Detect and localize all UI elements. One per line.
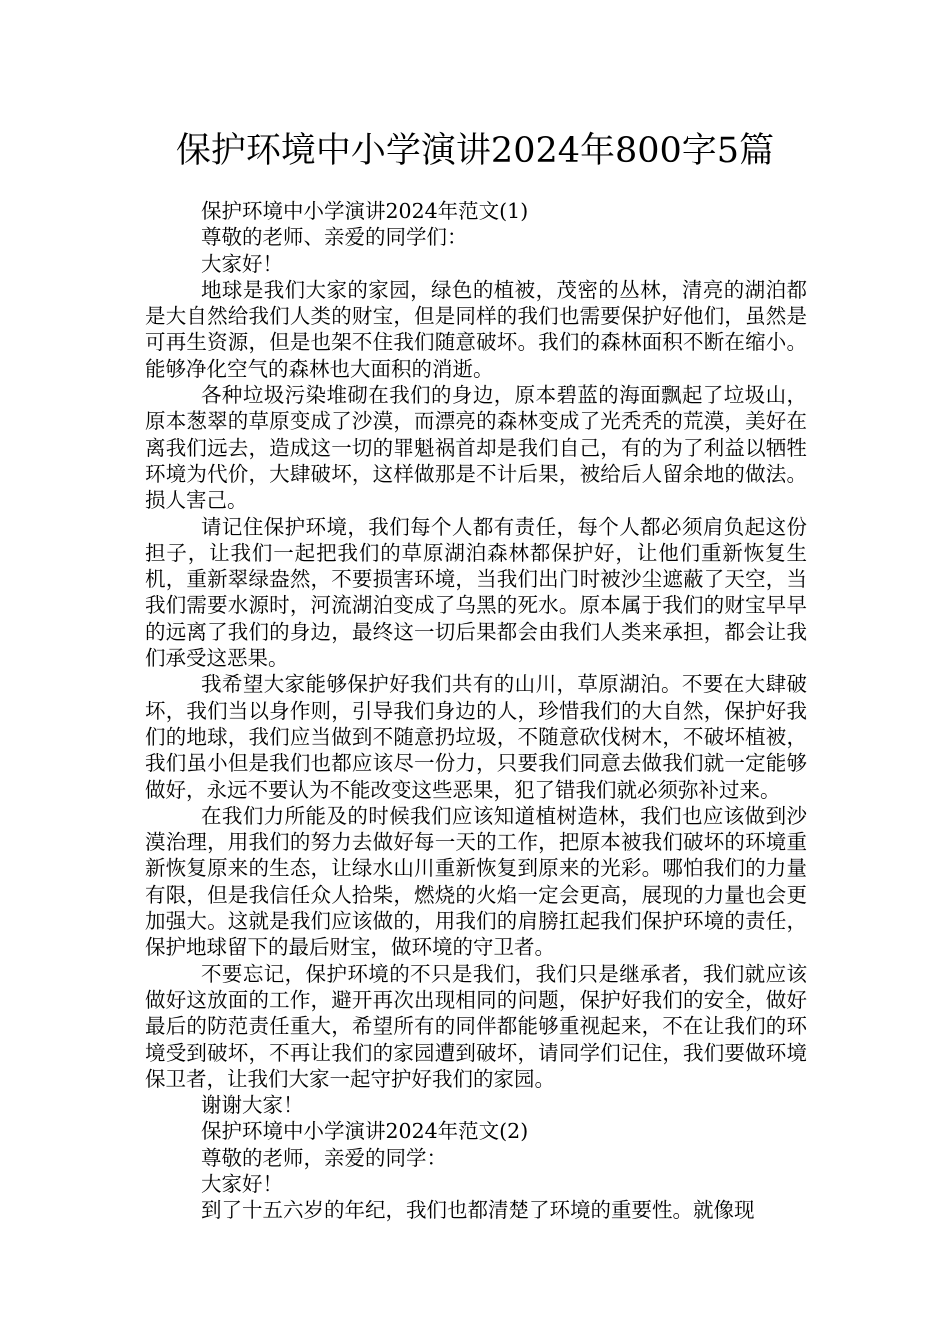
- section-heading: 保护环境中小学演讲2024年范文(2): [201, 1119, 529, 1144]
- greeting: 大家好！: [201, 1171, 283, 1196]
- paragraph: 地球是我们大家的家园，绿色的植被，茂密的丛林，清亮的湖泊都是大自然给我们人类的财宝，但是同样的我们也需要保护好他们，虽然是可再生资源，但是也架不住我们随意破坏。我们的森林面积不断在缩小。能够净化空气的森林也大面积的消逝。: [145, 277, 807, 381]
- document-title: 保护环境中小学演讲2024年800字5篇: [175, 131, 775, 171]
- section-heading: 保护环境中小学演讲2024年范文(1): [201, 199, 529, 223]
- closing-line: 谢谢大家！: [201, 1093, 304, 1118]
- document-body: [145, 198, 807, 1224]
- paragraph: 请记住保护环境，我们每个人都有责任，每个人都必须肩负起这份担子，让我们一起把我们的草原湖泊森林都保护好，让他们重新恢复生机，重新翠绿盎然，不要损害环境，当我们出门时被沙尘遮蔽了天空，当我们需要水源时，河流湖泊变成了乌黑的死水。原本属于我们的财宝早早的远离了我们的身边，最终这一切后果都会由我们人类来承担，都会让我们承受这恶果。: [145, 514, 807, 671]
- paragraph: 各种垃圾污染堆砌在我们的身边，原本碧蓝的海面飘起了垃圾山，原本葱翠的草原变成了沙漠，而漂亮的森林变成了光秃秃的荒漠，美好在离我们远去，造成这一切的罪魁祸首却是我们自己，有的为了利益以牺牲环境为代价，大肆破坏，这样做那是不计后果，被给后人留余地的做法。损人害己。: [145, 383, 807, 513]
- paragraph: 不要忘记，保护环境的不只是我们，我们只是继承者，我们就应该做好这放面的工作，避开再次出现相同的问题，保护好我们的安全，做好最后的防范责任重大，希望所有的同伴都能够重视起来，不在让我们的环境受到破坏，不再让我们的家园遭到破坏，请同学们记住，我们要做环境保卫者，让我们大家一起守护好我们的家园。: [145, 961, 807, 1091]
- greeting: 大家好！: [201, 251, 283, 276]
- paragraph: 到了十五六岁的年纪，我们也都清楚了环境的重要性。就像现: [201, 1198, 755, 1223]
- paragraph: 我希望大家能够保护好我们共有的山川，草原湖泊。不要在大肆破坏，我们当以身作则，引导我们身边的人，珍惜我们的大自然，保护好我们的地球，我们应当做到不随意扔垃圾，不随意砍伐树木，不破坏植被，我们虽小但是我们也都应该尽一份力，只要我们同意去做我们就一定能够做好，永远不要认为不能改变这些恶果，犯了错我们就必须弥补过来。: [145, 672, 807, 802]
- salutation: 尊敬的老师、亲爱的同学们：: [201, 225, 468, 250]
- paragraph: 在我们力所能及的时候我们应该知道植树造林，我们也应该做到沙漠治理，用我们的努力去做好每一天的工作，把原本被我们破坏的环境重新恢复原来的生态，让绿水山川重新恢复到原来的光彩。哪怕我们的力量有限，但是我信任众人拾柴，燃烧的火焰一定会更高，展现的力量也会更加强大。这就是我们应该做的，用我们的肩膀扛起我们保护环境的责任，保护地球留下的最后财宝，做环境的守卫者。: [145, 803, 807, 960]
- salutation: 尊敬的老师，亲爱的同学：: [201, 1145, 447, 1170]
